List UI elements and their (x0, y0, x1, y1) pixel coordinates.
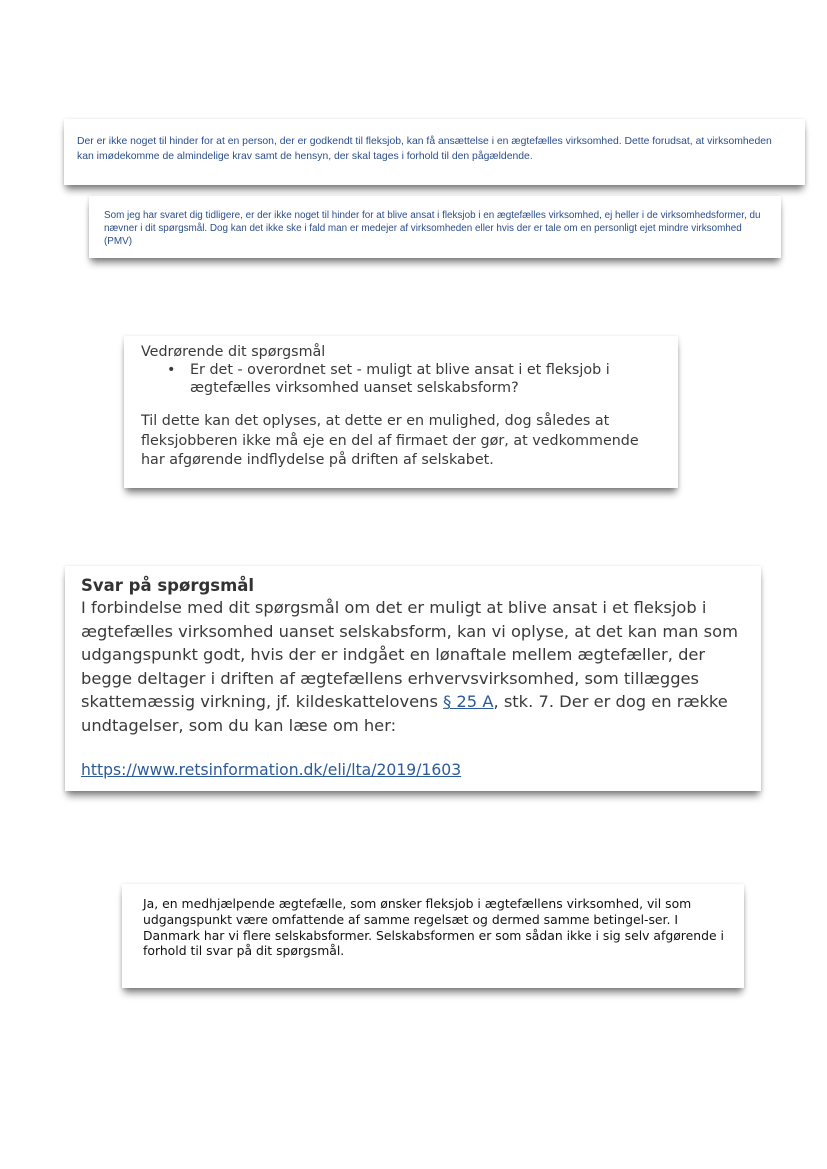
excerpt-4-body-end: , stk. 7. Der er dog en række undtagelser, som du kan læse om her: (81, 692, 728, 735)
list-item (167, 361, 664, 397)
excerpt-3-title: Vedrørende dit spørgsmål (141, 344, 326, 360)
bullet-icon: • (167, 362, 176, 378)
excerpt-3-answer: Til dette kan det oplyses, at dette er en mulighed, dog således at fleksjobberen ikke må eje en del af firmaet der gør, at vedkommende har afgørende indflydelse på driften af selskabet. (141, 413, 639, 468)
excerpt-5-text: Ja, en medhjælpende ægtefælle, som ønsker fleksjob i ægtefællens virksomhed, vil som udgangspunkt være omfattende af samme regelsæt og dermed samme betingel-ser. I Danmark har vi flere selskabsformer. Selskabsformen er som sådan ikke i sig selv afgørende i forhold til svar på dit spørgsmål. (143, 896, 724, 959)
excerpt-3-bullet-text: Er det - overordnet set - muligt at blive ansat i et fleksjob i ægtefælles virksomhed uanset selskabsform? (190, 362, 610, 396)
excerpt-4-body (81, 596, 751, 737)
law-section-link[interactable]: § 25 A (443, 692, 494, 711)
excerpt-4-body-start: I forbindelse med dit spørgsmål om det er muligt at blive ansat i et fleksjob i ægtefælles virksomhed uanset selskabsform, kan vi oplyse, at det kan man som udgangspunkt godt, hvis der er indgået en lønaftale mellem ægtefæller, der begge deltager i driften af ægtefællens erhvervsvirksomhed, som tillægges skattemæssig virkning, jf. kildeskattelovens (81, 598, 738, 711)
excerpt-1-text: Der er ikke noget til hinder for at en person, der er godkendt til fleksjob, kan få ansættelse i en ægtefælles virksomhed. Dette forudsat, at virksomheden kan imødekomme de almindelige krav samt de hensyn, der skal tages i forhold til den pågældende. (77, 136, 772, 162)
retsinformation-link[interactable]: https://www.retsinformation.dk/eli/lta/2019/1603 (81, 761, 462, 779)
excerpt-2-text: Som jeg har svaret dig tidligere, er der ikke noget til hinder for at blive ansat i fleksjob i en ægtefælles virksomhed, ej heller i de virksomhedsformer, du nævner i dit spørgsmål. Dog kan det ikke ske i fald man er medejer af virksomheden eller hvis der er tale om en personligt ejet mindre virksomhed (PMV) (104, 210, 761, 248)
excerpt-3-bullet-list (141, 361, 664, 397)
excerpt-card-1 (64, 119, 805, 185)
excerpt-4-heading: Svar på spørgsmål (81, 576, 255, 595)
excerpt-card-3 (124, 336, 678, 488)
excerpt-card-5 (122, 884, 744, 988)
excerpt-card-4 (65, 566, 761, 791)
excerpt-card-2 (89, 196, 781, 258)
